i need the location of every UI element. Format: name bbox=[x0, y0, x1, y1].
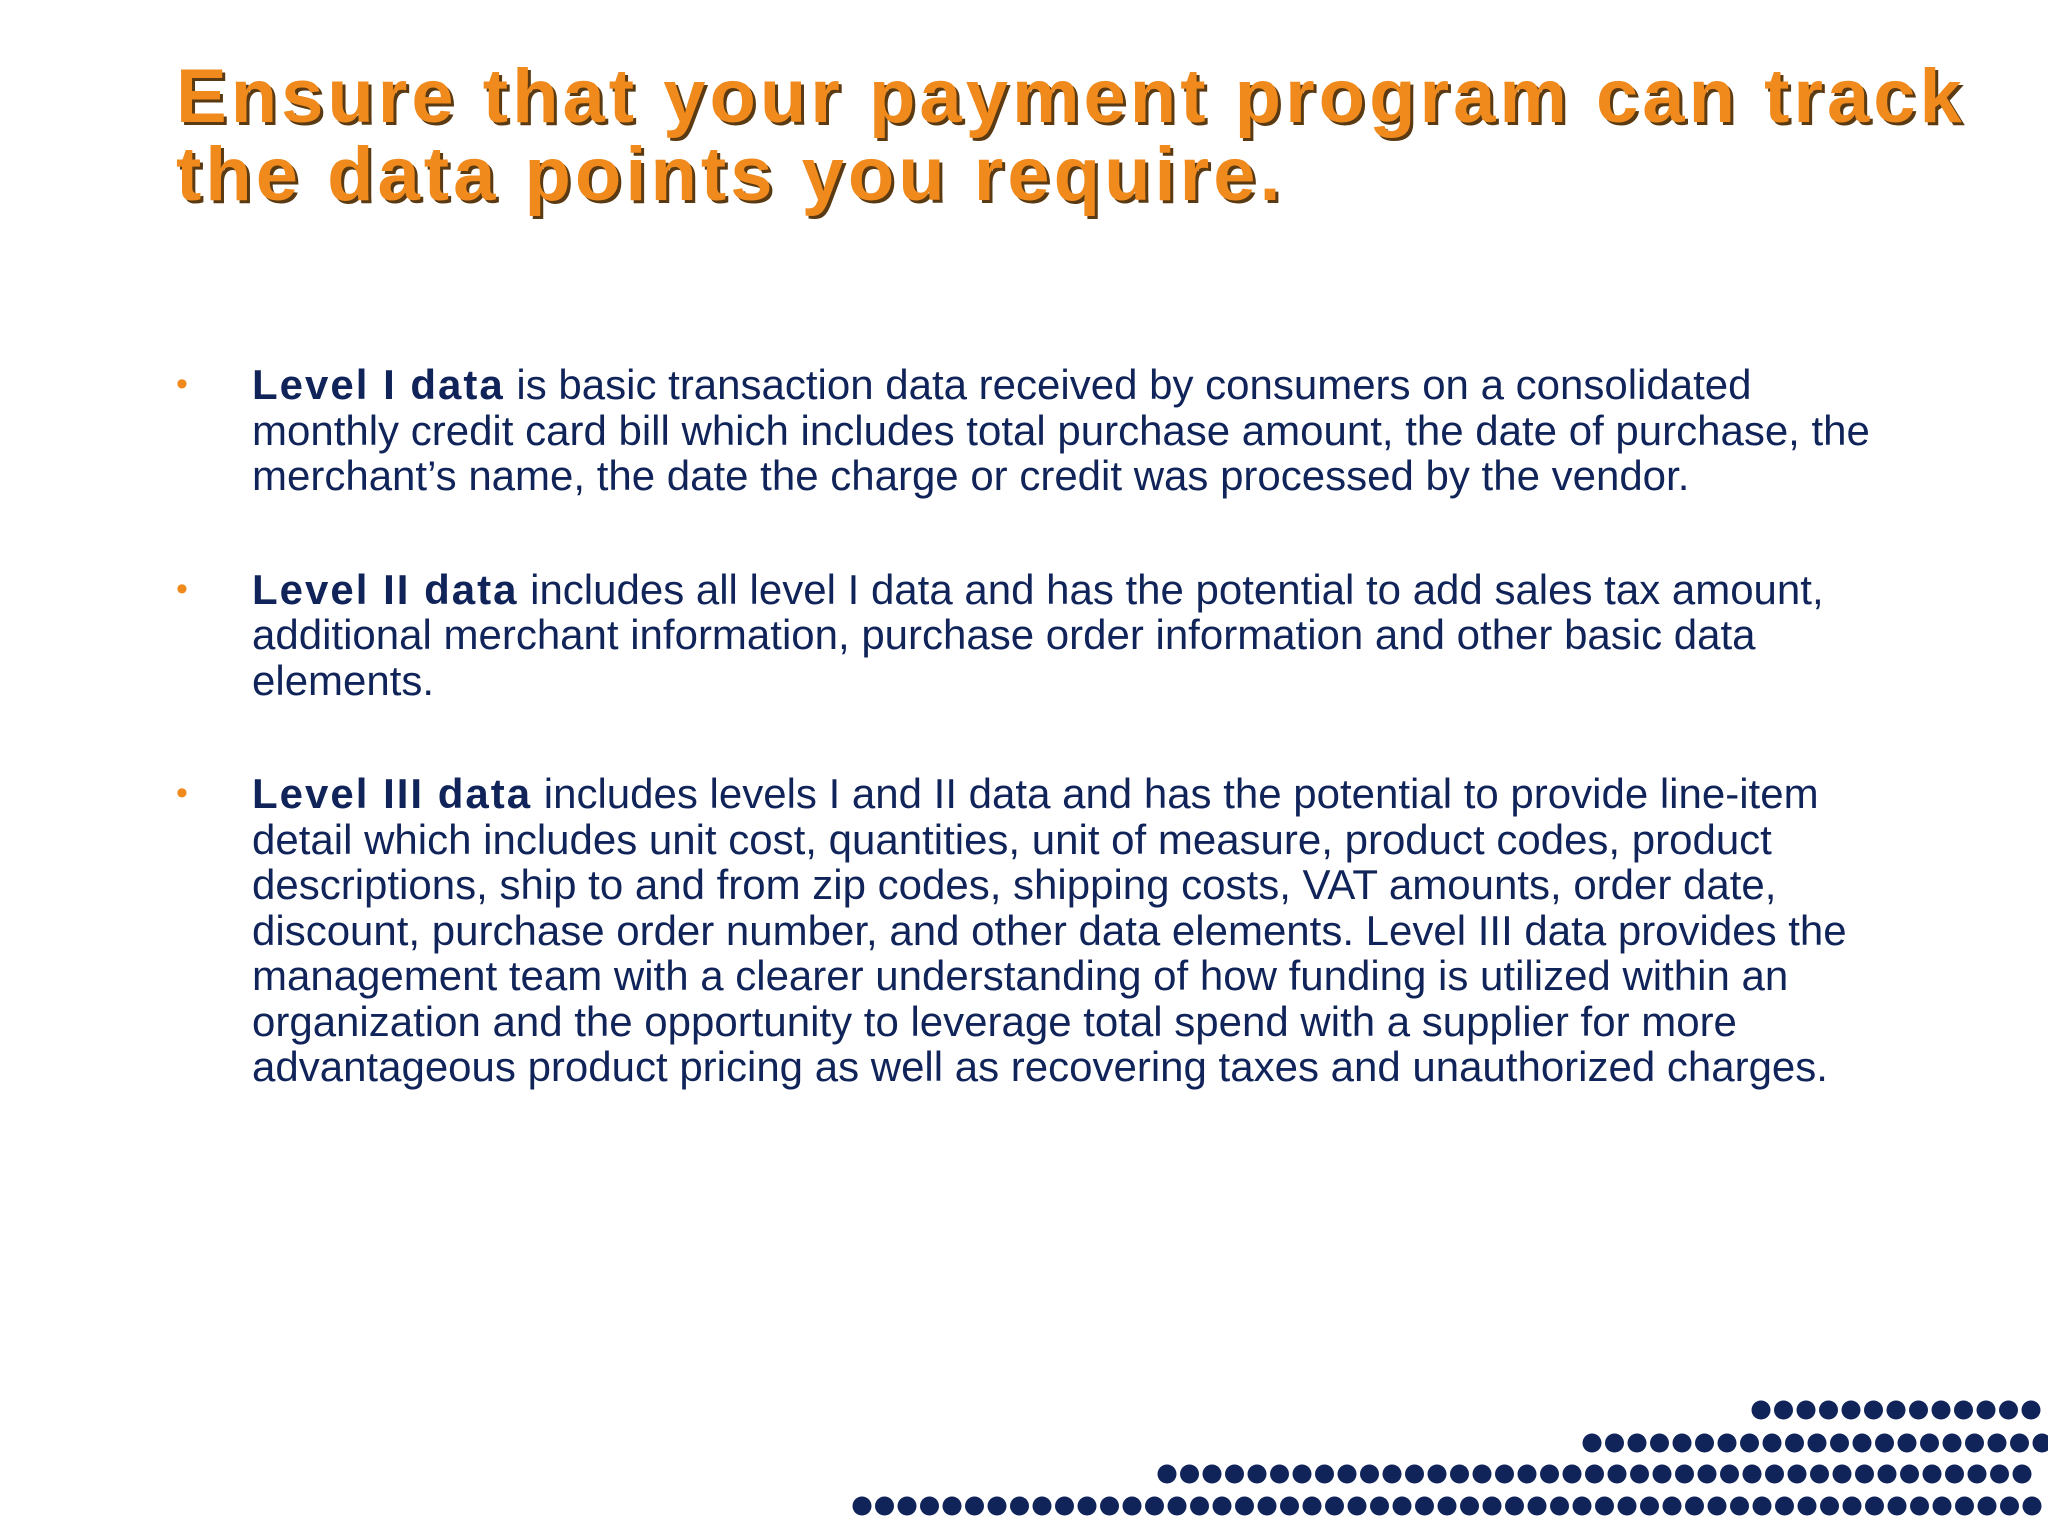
pattern-dot bbox=[1968, 1465, 1987, 1484]
pattern-dot bbox=[1988, 1434, 2007, 1453]
pattern-dot bbox=[1864, 1401, 1883, 1420]
pattern-dot bbox=[2000, 1497, 2019, 1516]
pattern-dot bbox=[1528, 1497, 1547, 1516]
pattern-dot bbox=[1685, 1497, 1704, 1516]
pattern-dot bbox=[1752, 1401, 1771, 1420]
pattern-dot bbox=[1518, 1465, 1537, 1484]
pattern-dot bbox=[1853, 1434, 1872, 1453]
pattern-dot bbox=[2013, 1465, 2032, 1484]
pattern-dot bbox=[1788, 1465, 1807, 1484]
pattern-dot bbox=[1999, 1401, 2018, 1420]
pattern-dot bbox=[1932, 1401, 1951, 1420]
pattern-dot bbox=[1460, 1497, 1479, 1516]
bullet-lead: Level I data bbox=[252, 361, 505, 408]
pattern-dot bbox=[1280, 1497, 1299, 1516]
pattern-dot bbox=[1055, 1497, 1074, 1516]
pattern-dot bbox=[1830, 1434, 1849, 1453]
pattern-dot bbox=[1978, 1497, 1997, 1516]
pattern-dot bbox=[1730, 1497, 1749, 1516]
pattern-dot bbox=[1338, 1465, 1357, 1484]
pattern-dot bbox=[1415, 1497, 1434, 1516]
bullet-text: includes levels I and II data and has the potential to provide line-item detail which includes unit cost, quantities, unit of measure, product codes, product descriptions, ship to and from zip codes, shipping costs, VAT amounts, order date, discount, purchase order number, and other data elements. Level III data provides the management team with a clearer understanding of how funding is utilized within an organization and the opportunity to leverage total spend with a supplier for more advantageous product pricing as well as recovering taxes and unauthorized charges. bbox=[252, 770, 1847, 1090]
pattern-dot bbox=[853, 1497, 872, 1516]
pattern-dot bbox=[1315, 1465, 1334, 1484]
pattern-dot bbox=[1585, 1465, 1604, 1484]
pattern-dot bbox=[1673, 1434, 1692, 1453]
bullet-item-level-2 bbox=[176, 567, 1896, 704]
pattern-dot bbox=[1540, 1465, 1559, 1484]
bullet-item-level-1 bbox=[176, 362, 1896, 499]
pattern-dot bbox=[1954, 1401, 1973, 1420]
bullet-item-level-3 bbox=[176, 771, 1896, 1090]
pattern-dot bbox=[1325, 1497, 1344, 1516]
pattern-dot bbox=[1842, 1401, 1861, 1420]
pattern-dot bbox=[1573, 1497, 1592, 1516]
pattern-dot bbox=[1100, 1497, 1119, 1516]
pattern-dot bbox=[965, 1497, 984, 1516]
pattern-dot bbox=[2022, 1401, 2041, 1420]
pattern-dot bbox=[1720, 1465, 1739, 1484]
pattern-dot bbox=[988, 1497, 1007, 1516]
pattern-dot bbox=[1820, 1497, 1839, 1516]
pattern-dot bbox=[1865, 1497, 1884, 1516]
pattern-dot bbox=[1235, 1497, 1254, 1516]
pattern-dot bbox=[1123, 1497, 1142, 1516]
pattern-dot bbox=[1740, 1434, 1759, 1453]
pattern-dot bbox=[1843, 1497, 1862, 1516]
pattern-dot bbox=[1258, 1497, 1277, 1516]
pattern-dot bbox=[1785, 1434, 1804, 1453]
pattern-dot bbox=[1810, 1465, 1829, 1484]
bullet-marker: • bbox=[176, 365, 188, 403]
pattern-dot bbox=[1640, 1497, 1659, 1516]
pattern-dot bbox=[1203, 1465, 1222, 1484]
pattern-dot bbox=[1743, 1465, 1762, 1484]
pattern-dot bbox=[1405, 1465, 1424, 1484]
pattern-dot bbox=[1618, 1497, 1637, 1516]
pattern-dot bbox=[1833, 1465, 1852, 1484]
pattern-dot bbox=[1663, 1497, 1682, 1516]
pattern-dot bbox=[1653, 1465, 1672, 1484]
pattern-dot bbox=[1348, 1497, 1367, 1516]
pattern-dot bbox=[1583, 1434, 1602, 1453]
pattern-dot bbox=[1303, 1497, 1322, 1516]
pattern-dot bbox=[1909, 1401, 1928, 1420]
pattern-dot bbox=[1808, 1434, 1827, 1453]
bullet-text: is basic transaction data received by consumers on a consolidated monthly credit card bill which includes total purchase amount, the date of purchase, the merchant’s name, the date the charge or credit was processed by the vendor. bbox=[252, 361, 1870, 499]
pattern-dot bbox=[1248, 1465, 1267, 1484]
pattern-dot bbox=[1383, 1465, 1402, 1484]
pattern-dot bbox=[1010, 1497, 1029, 1516]
pattern-dot bbox=[1180, 1465, 1199, 1484]
pattern-dot bbox=[1708, 1497, 1727, 1516]
bullet-lead: Level III data bbox=[252, 770, 533, 817]
pattern-dot bbox=[1213, 1497, 1232, 1516]
pattern-dot bbox=[1855, 1465, 1874, 1484]
pattern-dot bbox=[1875, 1434, 1894, 1453]
pattern-dot bbox=[2023, 1497, 2042, 1516]
pattern-dot bbox=[1608, 1465, 1627, 1484]
pattern-dot bbox=[1563, 1465, 1582, 1484]
pattern-dot bbox=[1360, 1465, 1379, 1484]
pattern-dot bbox=[1888, 1497, 1907, 1516]
pattern-dot bbox=[1393, 1497, 1412, 1516]
bullet-marker: • bbox=[176, 569, 188, 608]
pattern-dot bbox=[2033, 1434, 2048, 1453]
pattern-dot bbox=[1495, 1465, 1514, 1484]
pattern-dot bbox=[1765, 1465, 1784, 1484]
pattern-dot bbox=[1628, 1434, 1647, 1453]
pattern-dot bbox=[1370, 1497, 1389, 1516]
pattern-dot bbox=[1675, 1465, 1694, 1484]
pattern-dot bbox=[1945, 1465, 1964, 1484]
pattern-dot bbox=[1033, 1497, 1052, 1516]
pattern-dot bbox=[1898, 1434, 1917, 1453]
pattern-dot bbox=[1483, 1497, 1502, 1516]
pattern-dot bbox=[1990, 1465, 2009, 1484]
pattern-dot bbox=[875, 1497, 894, 1516]
pattern-dot bbox=[1753, 1497, 1772, 1516]
pattern-dot bbox=[1698, 1465, 1717, 1484]
pattern-dot bbox=[1630, 1465, 1649, 1484]
pattern-dot bbox=[2010, 1434, 2029, 1453]
pattern-dot bbox=[1293, 1465, 1312, 1484]
pattern-dot bbox=[920, 1497, 939, 1516]
pattern-dot bbox=[1428, 1465, 1447, 1484]
pattern-dot bbox=[1158, 1465, 1177, 1484]
slide-title: Ensure that your payment program can track the data points you require. bbox=[176, 54, 1966, 217]
pattern-dot bbox=[1955, 1497, 1974, 1516]
pattern-dot bbox=[1650, 1434, 1669, 1453]
pattern-dot bbox=[943, 1497, 962, 1516]
pattern-dot bbox=[1910, 1497, 1929, 1516]
pattern-dot bbox=[1797, 1401, 1816, 1420]
pattern-dot bbox=[1473, 1465, 1492, 1484]
pattern-dot bbox=[1923, 1465, 1942, 1484]
pattern-dot bbox=[1977, 1401, 1996, 1420]
pattern-dot bbox=[1078, 1497, 1097, 1516]
pattern-dot bbox=[1595, 1497, 1614, 1516]
bullet-lead: Level II data bbox=[252, 565, 519, 613]
pattern-dot bbox=[1774, 1401, 1793, 1420]
pattern-dot bbox=[1900, 1465, 1919, 1484]
pattern-dot bbox=[1225, 1465, 1244, 1484]
pattern-dot bbox=[1550, 1497, 1569, 1516]
pattern-dot bbox=[1943, 1434, 1962, 1453]
pattern-dot bbox=[1450, 1465, 1469, 1484]
pattern-dot bbox=[1798, 1497, 1817, 1516]
pattern-dot bbox=[1505, 1497, 1524, 1516]
pattern-dot bbox=[898, 1497, 917, 1516]
pattern-dot bbox=[1270, 1465, 1289, 1484]
pattern-dot bbox=[1920, 1434, 1939, 1453]
pattern-dot bbox=[1145, 1497, 1164, 1516]
pattern-dot bbox=[1190, 1497, 1209, 1516]
pattern-dot bbox=[1763, 1434, 1782, 1453]
pattern-dot bbox=[1878, 1465, 1897, 1484]
bullet-list bbox=[176, 362, 1896, 1090]
pattern-dot bbox=[1438, 1497, 1457, 1516]
pattern-dot bbox=[1695, 1434, 1714, 1453]
pattern-dot bbox=[1775, 1497, 1794, 1516]
pattern-dot bbox=[1168, 1497, 1187, 1516]
pattern-dot bbox=[1605, 1434, 1624, 1453]
pattern-dot bbox=[1718, 1434, 1737, 1453]
bullet-text: includes all level I data and has the potential to add sales tax amount, additional merchant information, purchase order information and other basic data elements. bbox=[252, 565, 1824, 704]
bullet-marker: • bbox=[176, 774, 188, 812]
pattern-dot bbox=[1965, 1434, 1984, 1453]
pattern-dot bbox=[1887, 1401, 1906, 1420]
pattern-dot bbox=[1933, 1497, 1952, 1516]
pattern-dot bbox=[1819, 1401, 1838, 1420]
